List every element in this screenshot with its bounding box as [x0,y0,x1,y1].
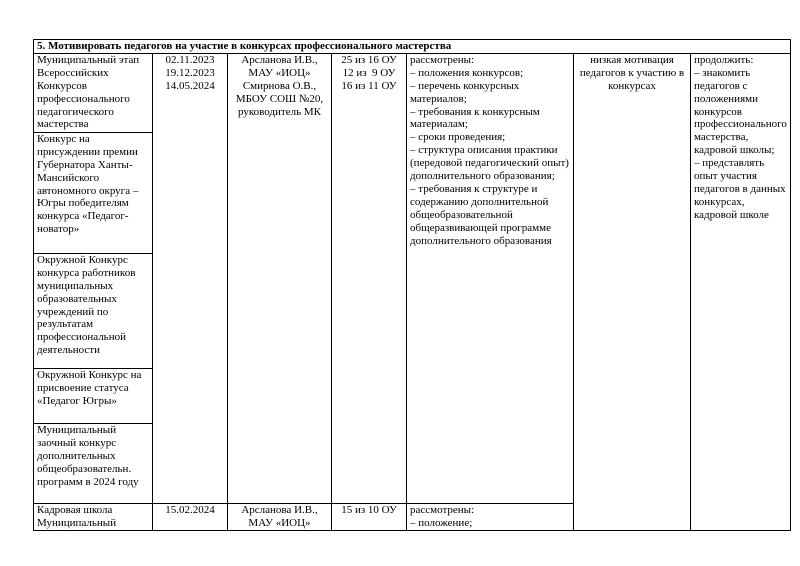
results-item: – требования к конкурсным материалам; [410,105,540,131]
participation-line: 15 из 10 ОУ [341,503,397,516]
cell-problems [574,53,691,530]
cell-results-2 [407,503,574,530]
results-item: – сроки проведения; [410,131,506,144]
responsible-line: МАУ «ИОЦ» [248,516,311,529]
activity-text: Конкурс на присуждении премии Губернатора Ханты-Мансийского автономного округа – Югры победителям конкурса «Педагог-новатор» [37,132,139,236]
cell-activity-2 [34,132,153,253]
participation-line: 25 из 16 ОУ [341,53,397,66]
activity-text: Окружной Конкурс на присвоение статуса «Педагог Югры» [37,368,142,407]
cell-activity-1 [34,53,153,132]
problems-text: низкая мотивация педагогов к участию в конкурсах [579,53,685,92]
cell-activity-5 [34,423,153,503]
plans-item: – представлять опыт участия педагогов в данных конкурсах, кадровой школе [694,157,786,221]
cell-date-2 [153,503,228,530]
date-line: 14.05.2024 [165,79,215,92]
responsible-line: руководитель МК [238,105,321,118]
results-item: – требования к структуре и содержанию дополнительной общеобразовательной общеразвивающей программе дополнительного образования [410,182,552,247]
cell-responsible [228,53,332,503]
cell-plans [691,53,791,530]
cell-activity-4 [34,368,153,423]
responsible-line: Арсланова И.В., [241,503,318,516]
date-line: 15.02.2024 [165,503,215,516]
section-header-row [34,40,791,54]
activity-text: Муниципальный этап Всероссийских Конкурсов профессионального педагогического мастерства [37,53,140,131]
results-title: рассмотрены: [410,503,475,516]
participation-line: 12 из 9 ОУ [342,66,396,79]
participation-line: 16 из 11 ОУ [341,79,397,92]
activity-report-table [33,39,791,531]
plans-item: – знакомить педагогов с положениями конкурсов профессионального мастерства, кадровой школы; [694,66,787,157]
cell-dates [153,53,228,503]
activity-text: Муниципальный заочный конкурс дополнительных общеобразовательн. программ в 2024 году [37,423,139,488]
activity-text: Окружной Конкурс конкурса работников муниципальных образовательных учреждений по результатам профессиональной деятельности [37,253,136,357]
cell-activity-6 [34,503,153,530]
cell-results [407,53,574,503]
results-item: – положения конкурсов; [410,66,524,79]
results-title: рассмотрены: [410,53,475,66]
date-line: 02.11.2023 [165,53,215,66]
responsible-line: Смирнова О.В., [242,79,317,92]
cell-responsible-2 [228,503,332,530]
cell-activity-3 [34,253,153,368]
plans-title: продолжить: [694,53,754,66]
cell-participation-2 [332,503,407,530]
results-item: – структура описания практики (передовой педагогический опыт) дополнительного образования; [410,144,569,183]
responsible-line: МАУ «ИОЦ» [248,66,311,79]
results-item: – перечень конкурсных материалов; [410,79,520,105]
section-header: 5. Мотивировать педагогов на участие в конкурсах профессионального мастерства [34,40,791,54]
activity-text: Кадровая школа Муниципальный [37,503,117,529]
date-line: 19.12.2023 [165,66,215,79]
table-row [34,53,791,132]
cell-participation [332,53,407,503]
results-item: – положение; [410,516,473,529]
responsible-line: МБОУ СОШ №20, [235,92,324,105]
responsible-line: Арсланова И.В., [241,53,318,66]
